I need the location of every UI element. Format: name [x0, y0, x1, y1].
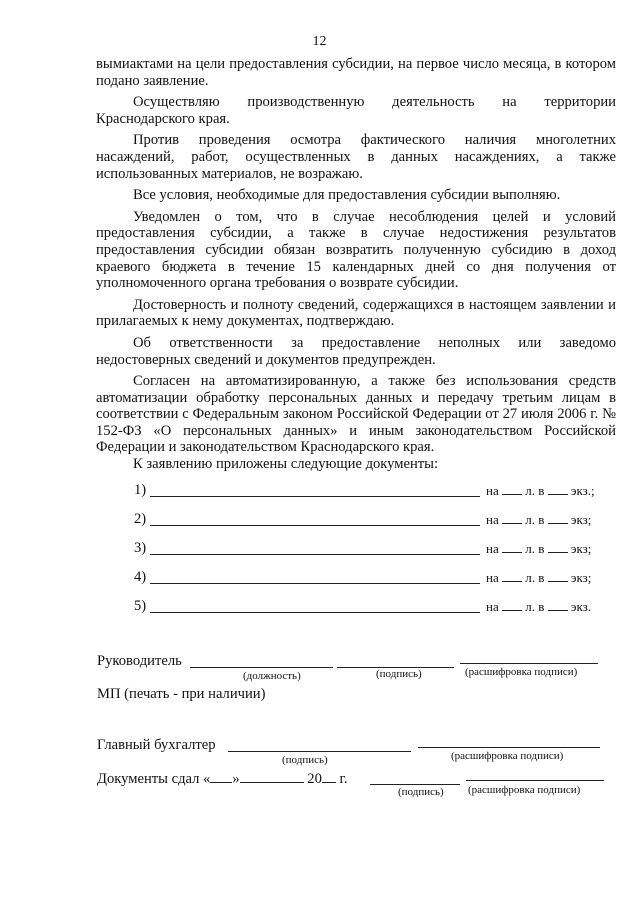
attachment-number: 5) — [134, 598, 147, 614]
statement-body — [96, 56, 616, 461]
attachment-sheets-label: л. в — [525, 512, 545, 527]
attachment-copies-field[interactable] — [548, 540, 568, 553]
accountant-signature-caption: (подпись) — [282, 754, 328, 766]
attachment-name-field[interactable] — [150, 583, 480, 584]
attachment-row — [134, 481, 620, 501]
attachment-on-label: на — [486, 541, 499, 556]
attachment-on-label: на — [486, 570, 499, 585]
paragraph-continuation: вымиактами на цели предоставления субсидии, на первое число месяца, в котором подано заявление. — [96, 56, 616, 89]
submitted-label — [97, 770, 348, 788]
attachment-sheets-label: л. в — [525, 541, 545, 556]
paragraph-inspection: Против проведения осмотра фактического наличия многолетних насаждений, работ, осуществленных в данных насаждениях, а также использованных материалов, не возражаю. — [96, 132, 616, 182]
attachment-copies-field[interactable] — [548, 569, 568, 582]
accountant-decryption-caption: (расшифровка подписи) — [451, 750, 564, 762]
attachment-sheets-field[interactable] — [502, 598, 522, 611]
attachment-on-label: на — [486, 512, 499, 527]
head-position-caption: (должность) — [243, 670, 301, 682]
submitted-decryption-field[interactable] — [466, 780, 604, 781]
attachment-copies-label: экз; — [570, 512, 592, 527]
attachment-copies-field[interactable] — [548, 511, 568, 524]
submitted-year-suffix: г. — [339, 771, 348, 787]
head-position-field[interactable] — [190, 667, 333, 668]
submitted-day-field[interactable] — [210, 770, 232, 783]
head-decryption-field[interactable] — [460, 663, 598, 664]
attachment-row — [134, 568, 620, 588]
attachment-sheets-field[interactable] — [502, 511, 522, 524]
attachment-name-field[interactable] — [150, 612, 480, 613]
paragraph-responsibility: Об ответственности за предоставление неполных или заведомо недостоверных сведений и документов предупрежден. — [96, 334, 616, 368]
attachment-sheets-field[interactable] — [502, 540, 522, 553]
attachment-number: 1) — [134, 482, 147, 498]
paragraph-conditions: Все условия, необходимые для предоставления субсидии выполняю. — [133, 187, 561, 204]
paragraph-personal-data: Согласен на автоматизированную, а также без использования средств автоматизации обработку персональных данных и передачу третьим лицам в соответствии с Федеральным законом Российской Федерации от 27 июля 2006 г. № 152-ФЗ «О персональных данных» и иным законодательством Российской Федерации и законодательством Краснодарского края. — [96, 373, 616, 456]
attachment-sheets-label: л. в — [525, 570, 545, 585]
submitted-month-field[interactable] — [240, 770, 304, 783]
submitted-decryption-caption: (расшифровка подписи) — [468, 784, 581, 796]
head-label: Руководитель — [97, 653, 182, 669]
paragraph-refund-notice: Уведомлен о том, что в случае несоблюдения целей и условий предоставления субсидии, а также в случае недостижения результатов предоставления субсидии обязан возвратить полученную субсидию в доход краевого бюджета в течение 15 календарных дней со дня получения от уполномоченного органа требования о возврате субсидии. — [96, 208, 616, 292]
attachment-row — [134, 539, 620, 559]
attachment-number: 4) — [134, 569, 147, 585]
attachment-name-field[interactable] — [150, 525, 480, 526]
attachment-copies-label: экз; — [570, 570, 592, 585]
accountant-label: Главный бухгалтер — [97, 737, 216, 753]
attachment-name-field[interactable] — [150, 496, 480, 497]
attachment-row — [134, 510, 620, 530]
attachment-sheets-field[interactable] — [502, 569, 522, 582]
attachment-sheets-label: л. в — [525, 483, 545, 498]
submitted-signature-field[interactable] — [370, 784, 460, 785]
attachment-copies-field[interactable] — [548, 482, 568, 495]
head-decryption-caption: (расшифровка подписи) — [465, 666, 578, 678]
attachment-copies-label: экз; — [570, 541, 592, 556]
paragraph-accuracy: Достоверность и полноту сведений, содержащихся в настоящем заявлении и прилагаемых к нему документах, подтверждаю. — [96, 296, 616, 330]
submitted-prefix: Документы сдал « — [97, 771, 211, 787]
accountant-signature-field[interactable] — [228, 751, 411, 752]
submitted-year: 20 — [307, 771, 322, 787]
attachment-copies-label: экз. — [570, 599, 591, 614]
submitted-quote-close: » — [232, 771, 240, 787]
stamp-label: МП (печать - при наличии) — [97, 686, 266, 702]
attachment-number: 2) — [134, 511, 147, 527]
attachment-name-field[interactable] — [150, 554, 480, 555]
attachment-copies-label: экз.; — [570, 483, 595, 498]
attachment-sheets-field[interactable] — [502, 482, 522, 495]
attachment-on-label: на — [486, 483, 499, 498]
page-number: 12 — [312, 34, 327, 49]
attachment-row — [134, 597, 620, 617]
attachments-heading: К заявлению приложены следующие документы: — [133, 456, 439, 472]
attachment-sheets-label: л. в — [525, 599, 545, 614]
paragraph-activity: Осуществляю производственную деятельность на территории Краснодарского края. — [96, 94, 616, 127]
accountant-decryption-field[interactable] — [418, 747, 600, 748]
submitted-signature-caption: (подпись) — [398, 786, 444, 798]
head-signature-caption: (подпись) — [376, 668, 422, 680]
attachment-copies-field[interactable] — [548, 598, 568, 611]
attachment-number: 3) — [134, 540, 147, 556]
attachment-on-label: на — [486, 599, 499, 614]
submitted-year-field[interactable] — [322, 770, 336, 783]
